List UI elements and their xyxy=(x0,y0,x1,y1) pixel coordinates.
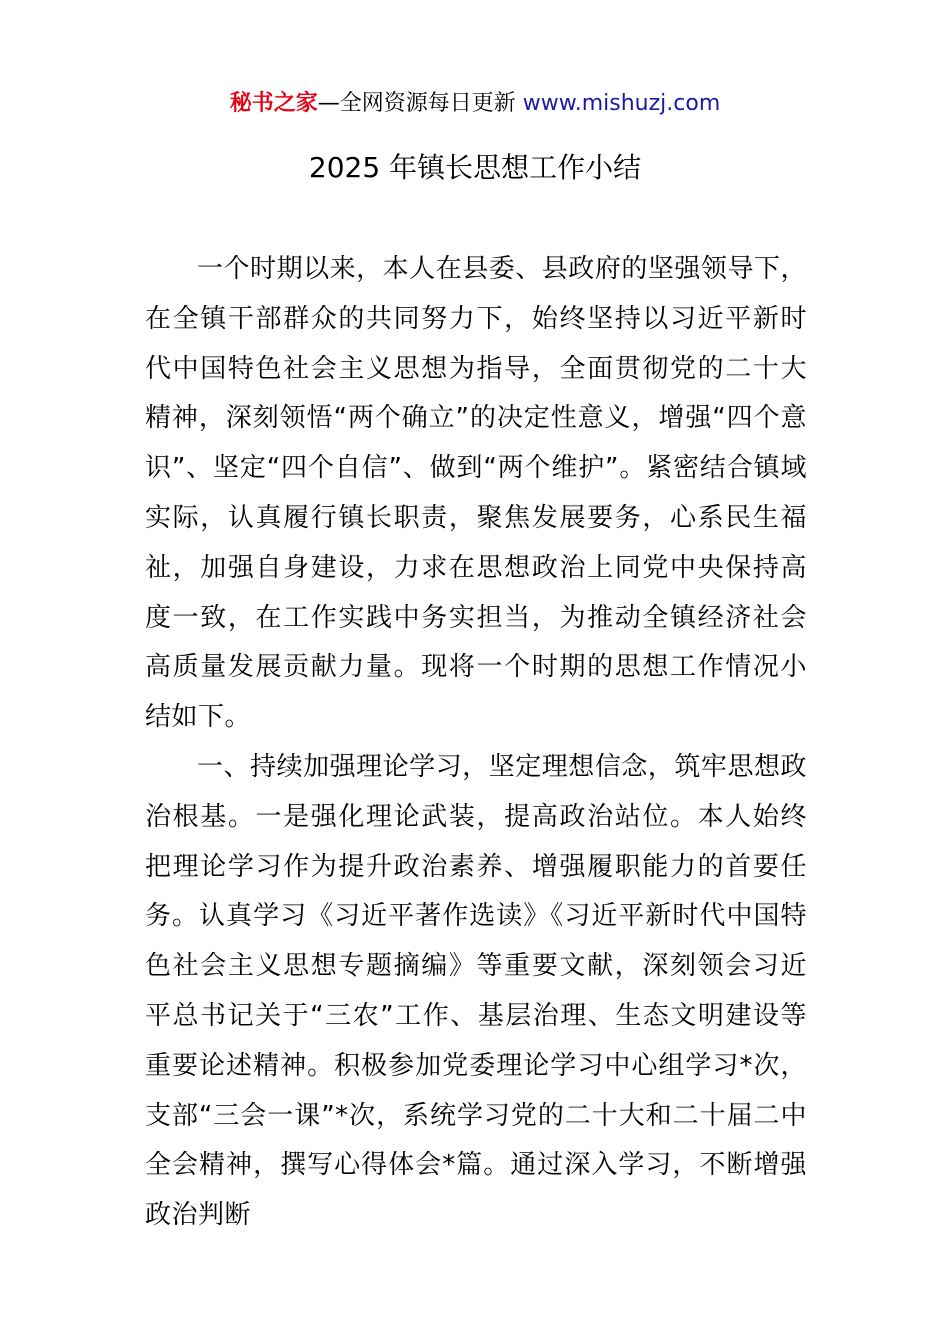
site-url-link[interactable]: www.mishuzj.com xyxy=(522,91,721,116)
header-tagline: —全网资源每日更新 xyxy=(317,91,523,116)
document-body xyxy=(145,245,807,1241)
paragraph-intro: 一个时期以来，本人在县委、县政府的坚强领导下，在全镇干部群众的共同努力下，始终坚持以习近平新时代中国特色社会主义思想为指导，全面贯彻党的二十大精神，深刻领悟“两个确立”的决定性意义，增强“四个意识”、坚定“四个自信”、做到“两个维护”。紧密结合镇域实际，认真履行镇长职责，聚焦发展要务，心系民生福祉，加强自身建设，力求在思想政治上同党中央保持高度一致，在工作实践中务实担当，为推动全镇经济社会高质量发展贡献力量。现将一个时期的思想工作情况小结如下。 xyxy=(145,254,807,733)
site-header xyxy=(0,86,950,122)
brand-name: 秘书之家 xyxy=(229,91,318,116)
paragraph-section-1: 一、持续加强理论学习，坚定理想信念，筑牢思想政治根基。一是强化理论武装，提高政治站位。本人始终把理论学习作为提升政治素养、增强履职能力的首要任务。认真学习《习近平著作选读》《习近平新时代中国特色社会主义思想专题摘编》等重要文献，深刻领会习近平总书记关于“三农”工作、基层治理、生态文明建设等重要论述精神。积极参加党委理论学习中心组学习*次，支部“三会一课”*次，系统学习党的二十大和二十届二中全会精神，撰写心得体会*篇。通过深入学习，不断增强政治判断 xyxy=(145,751,807,1231)
document-title: 2025 年镇长思想工作小结 xyxy=(308,151,642,184)
